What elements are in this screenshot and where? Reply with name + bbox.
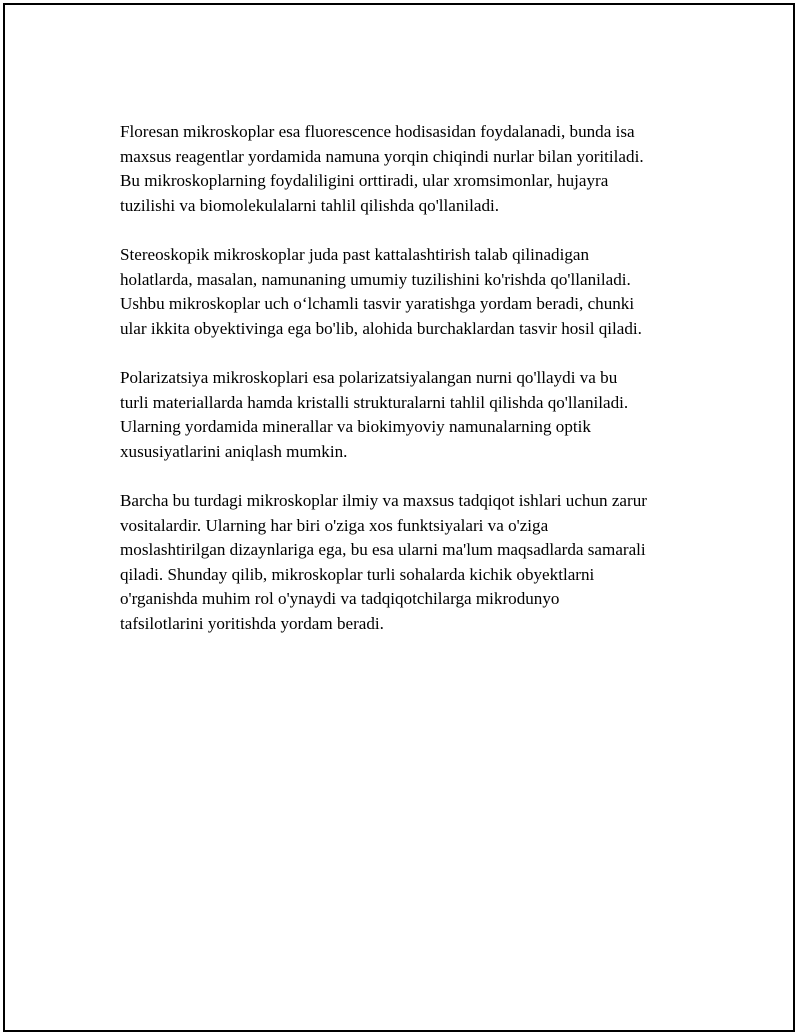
paragraph-stereoscopic-microscopes: Stereoskopik mikroskoplar juda past kattalashtirish talab qilinadigan holatlarda, masalan, namunaning umumiy tuzilishini ko'rishda qo'llaniladi. Ushbu mikroskoplar uch o‘lchamli tasvir yaratishga yordam beradi, chunki ular ikkita obyektivinga ega bo'lib, alohida burchaklardan tasvir hosil qiladi. [120,244,642,338]
page-frame [3,3,795,1032]
paragraph-conclusion: Barcha bu turdagi mikroskoplar ilmiy va maxsus tadqiqot ishlari uchun zarur vositalardir. Ularning har biri o'ziga xos funktsiyalari va o'ziga moslashtirilgan dizaynlariga ega, bu esa ularni ma'lum maqsadlarda samarali qiladi. Shunday qilib, mikroskoplar turli sohalarda kichik obyektlarni o'rganishda muhim rol o'ynaydi va tadqiqotchilarga mikrodunyo tafsilotlarini yoritishda yordam beradi. [120,490,647,633]
paragraph-polarization-microscopes: Polarizatsiya mikroskoplari esa polarizatsiyalangan nurni qo'llaydi va bu turli materiallarda hamda kristalli strukturalarni tahlil qilishda qo'llaniladi. Ularning yordamida minerallar va biokimyoviy namunalarning optik xususiyatlarini aniqlash mumkin. [120,367,629,461]
paragraph-fluorescent-microscopes: Floresan mikroskoplar esa fluorescence hodisasidan foydalanadi, bunda isa maxsus reagentlar yordamida namuna yorqin chiqindi nurlar bilan yoritiladi. Bu mikroskoplarning foydaliligini orttiradi, ular xromsimonlar, hujayra tuzilishi va biomolekulalarni tahlil qilishda qo'llaniladi. [120,122,644,215]
document-body [120,120,710,661]
